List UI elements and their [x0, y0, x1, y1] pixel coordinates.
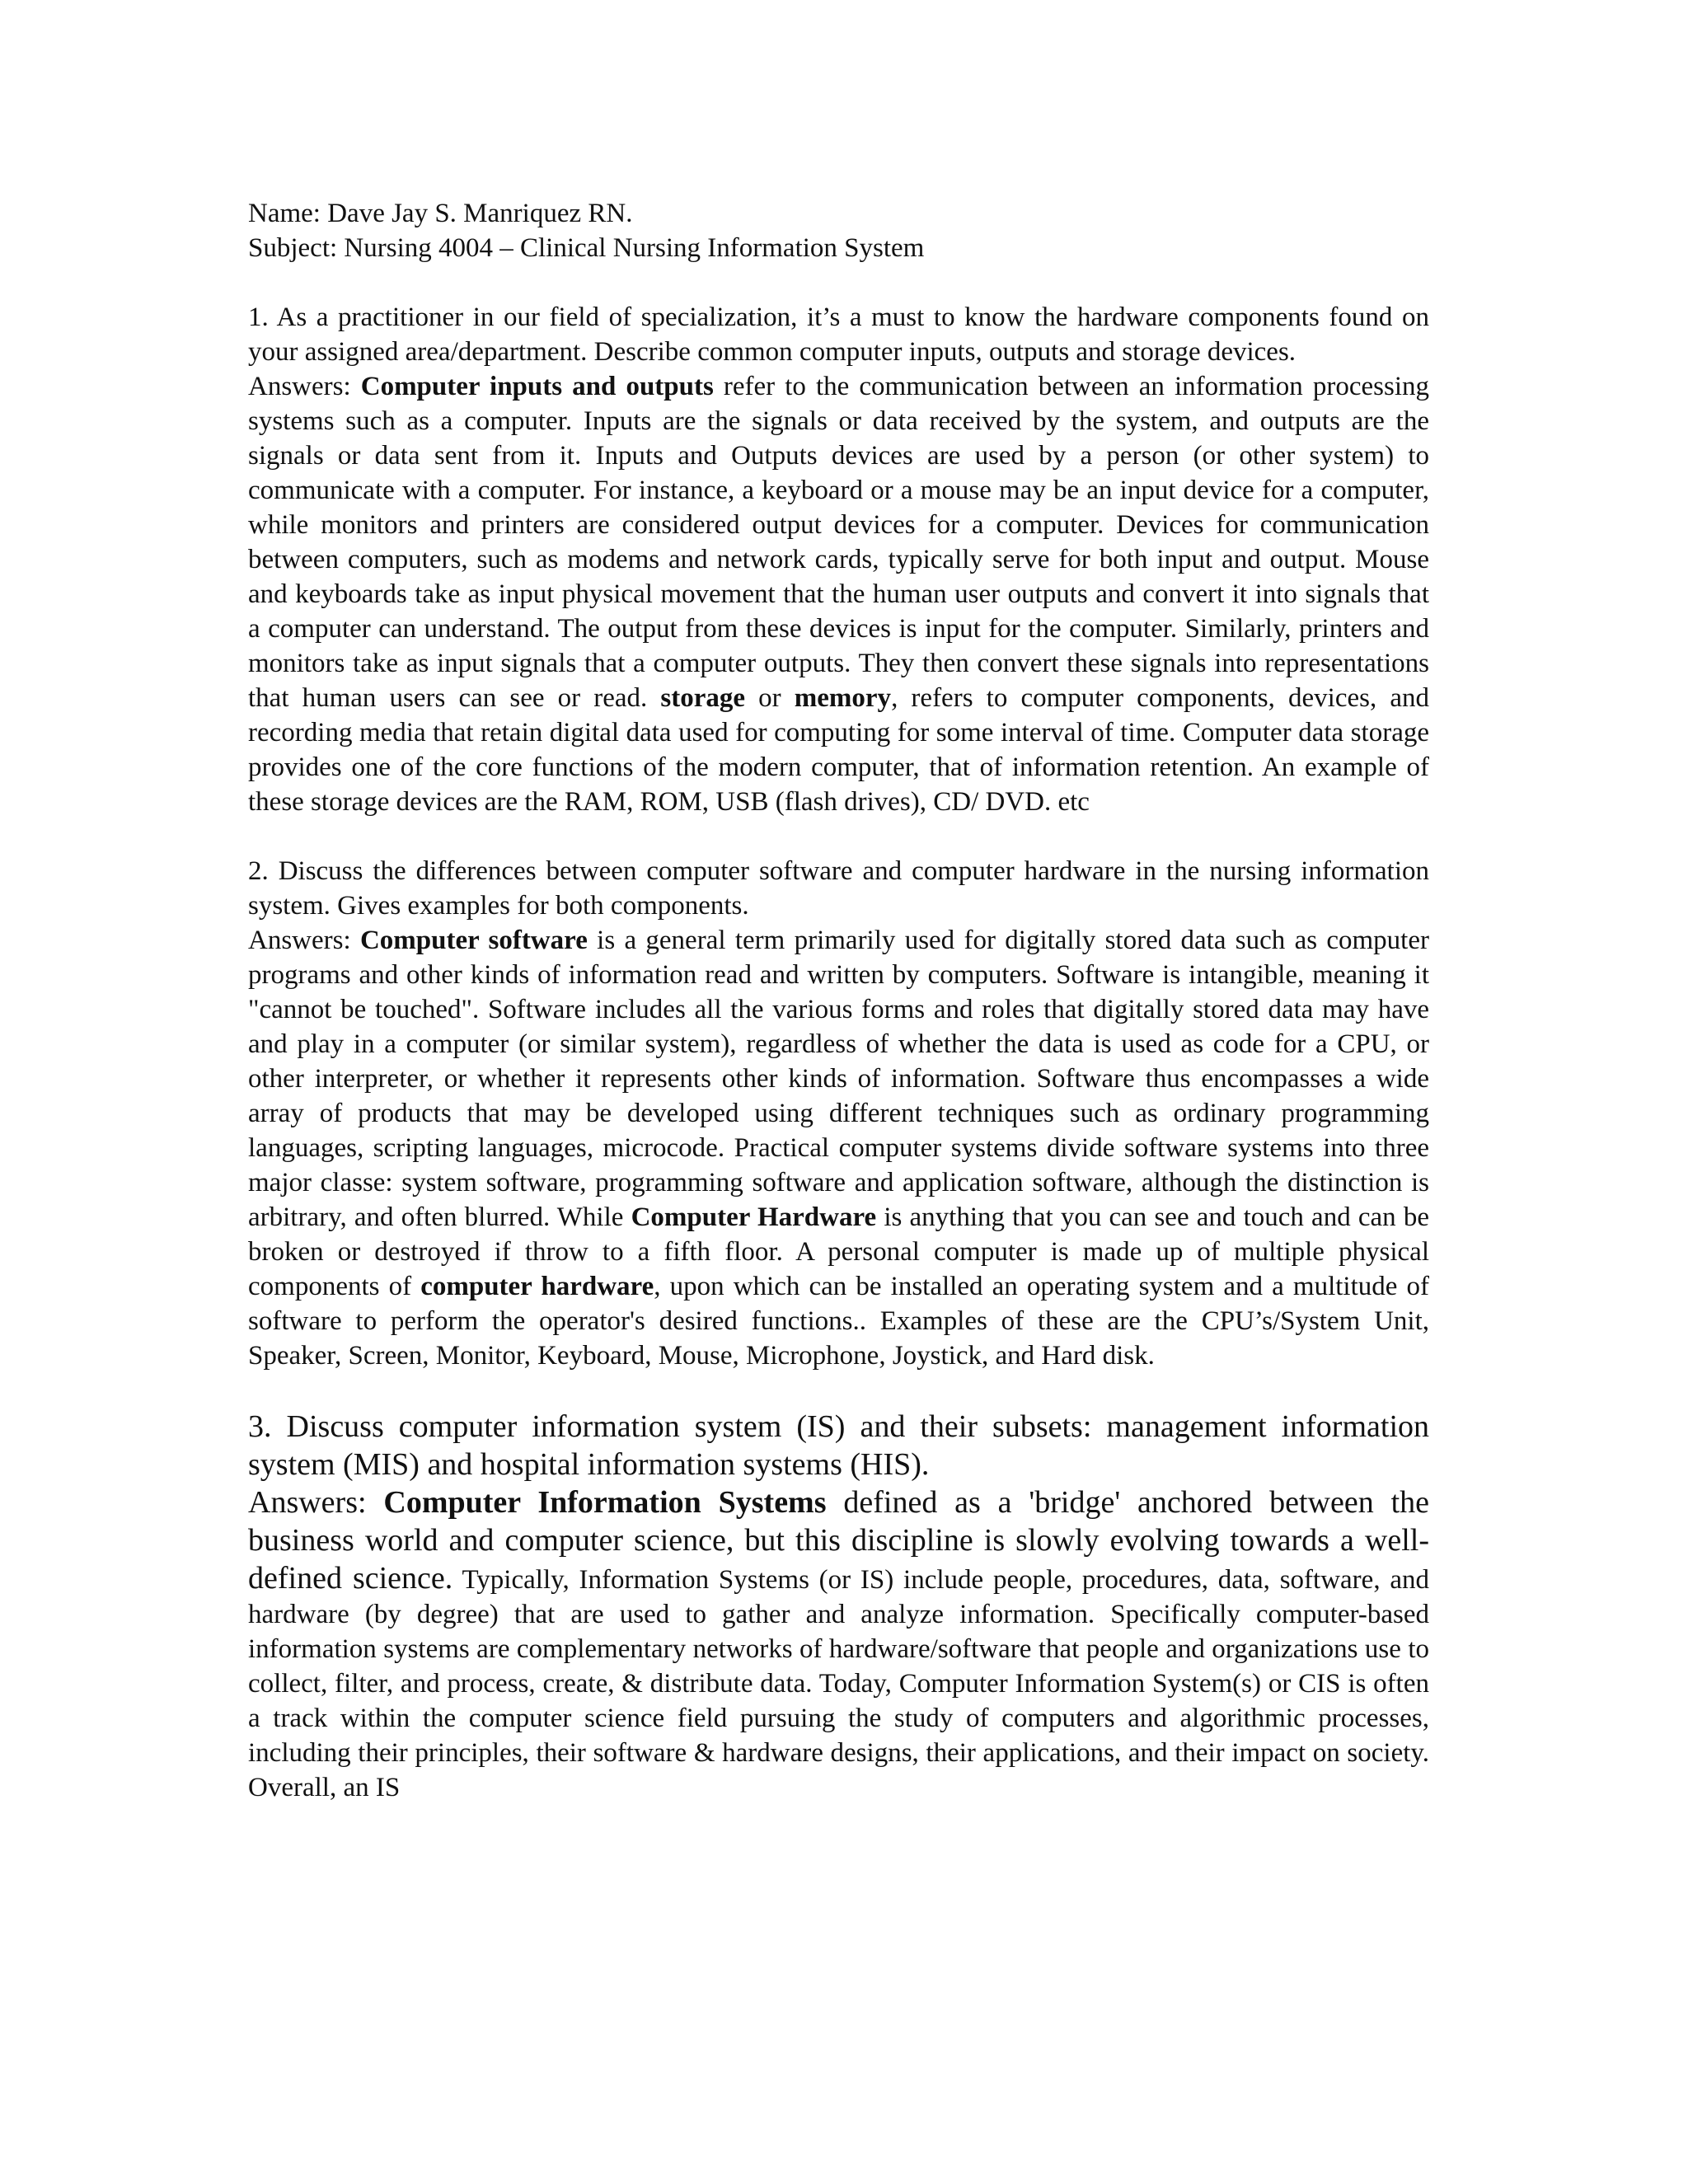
answer-3-part-2: Typically, Information Systems (or IS) include people, procedures, data, software, and hardware (by degree) that are used to gather and analyze information. Specifically computer-based information systems are complementary networks of hardware/software that people and organizations use to collect, filter, and process, create, & distribute data. Today, Computer Information System(s) or CIS is often a track within the computer science field pursuing the study of computers and algorithmic processes, including their principles, their software & hardware designs, their applications, and their impact on society. Overall, an IS	[248, 1565, 1429, 1802]
answer-1-text	[248, 369, 1429, 819]
answer-1-part-3: , refers to computer components, devices, and recording media that retain digital data used for computing for some interval of time. Computer data storage provides one of the core functions of the modern computer, that of information retention. An example of these storage devices are the RAM, ROM, USB (flash drives), CD/ DVD. etc	[248, 683, 1429, 817]
answer-label: Answers:	[248, 926, 360, 955]
answer-3-part-1: defined as a 'bridge' anchored between the business world and computer science, but this discipline is slowly evolving towards a well-defined science.	[248, 1485, 1429, 1596]
spacer	[248, 265, 1429, 300]
answer-label: Answers:	[248, 372, 361, 401]
question-3-section	[248, 1408, 1429, 1805]
term-memory: memory	[794, 683, 892, 713]
spacer	[248, 1373, 1429, 1408]
spacer	[248, 819, 1429, 854]
student-name: Name: Dave Jay S. Manriquez RN.	[248, 199, 633, 228]
question-1-text: 1. As a practitioner in our field of specialization, it’s a must to know the hardware components found on your assigned area/department. Describe common computer inputs, outputs and storage devices.	[248, 302, 1429, 367]
answer-2-part-2: is anything that you can see and touch and can be broken or destroyed if throw to a fifth floor. A personal computer is made up of multiple physical components of	[248, 1202, 1429, 1301]
term-storage: storage	[660, 683, 746, 713]
answer-1-part-1: refer to the communication between an information processing systems such as a computer. Inputs are the signals or data received by the system, and outputs are the signals or data sent from it. Inputs and Outputs devices are used by a person (or other system) to communicate with a computer. For instance, a keyboard or a mouse may be an input device for a computer, while monitors and printers are considered output devices for a computer. Devices for communication between computers, such as modems and network cards, typically serve for both input and output. Mouse and keyboards take as input physical movement that the human user outputs and convert it into signals that a computer can understand. The output from these devices is input for the computer. Similarly, printers and monitors take as input signals that a computer outputs. They then convert these signals into representations that human users can see or read.	[248, 372, 1429, 713]
term-computer-information-systems: Computer Information Systems	[383, 1485, 827, 1520]
term-inputs-outputs: Computer inputs and outputs	[360, 372, 714, 401]
term-computer-hardware-lower: computer hardware	[420, 1272, 654, 1301]
document-body	[248, 196, 1429, 1805]
question-1-section	[248, 300, 1429, 819]
answer-label: Answers:	[248, 1485, 384, 1520]
term-computer-hardware: Computer Hardware	[631, 1202, 877, 1232]
answer-2-text	[248, 923, 1429, 1373]
question-3-text: 3. Discuss computer information system (IS) and their subsets: management information system (MIS) and hospital information systems (HIS).	[248, 1409, 1429, 1482]
subject-line: Subject: Nursing 4004 – Clinical Nursing Information System	[248, 233, 925, 263]
answer-2-part-3: , upon which can be installed an operating system and a multitude of software to perform the operator's desired functions.. Examples of these are the CPU’s/System Unit, Speaker, Screen, Monitor, Keyboard, Mouse, Microphone, Joystick, and Hard disk.	[248, 1272, 1429, 1371]
question-2-text: 2. Discuss the differences between computer software and computer hardware in the nursing information system. Gives examples for both components.	[248, 856, 1429, 921]
term-computer-software: Computer software	[359, 926, 588, 955]
answer-2-part-1: is a general term primarily used for digitally stored data such as computer programs and other kinds of information read and written by computers. Software is intangible, meaning it "cannot be touched". Software includes all the various forms and roles that digitally stored data may have and play in a computer (or similar system), regardless of whether the data is used as code for a CPU, or other interpreter, or whether it represents other kinds of information. Software thus encompasses a wide array of products that may be developed using different techniques such as ordinary programming languages, scripting languages, microcode. Practical computer systems divide software systems into three major classe: system software, programming software and application software, although the distinction is arbitrary, and often blurred. While	[248, 926, 1429, 1232]
question-2-section	[248, 854, 1429, 1373]
answer-1-part-2: or	[745, 683, 795, 713]
answer-3-text	[248, 1483, 1429, 1805]
